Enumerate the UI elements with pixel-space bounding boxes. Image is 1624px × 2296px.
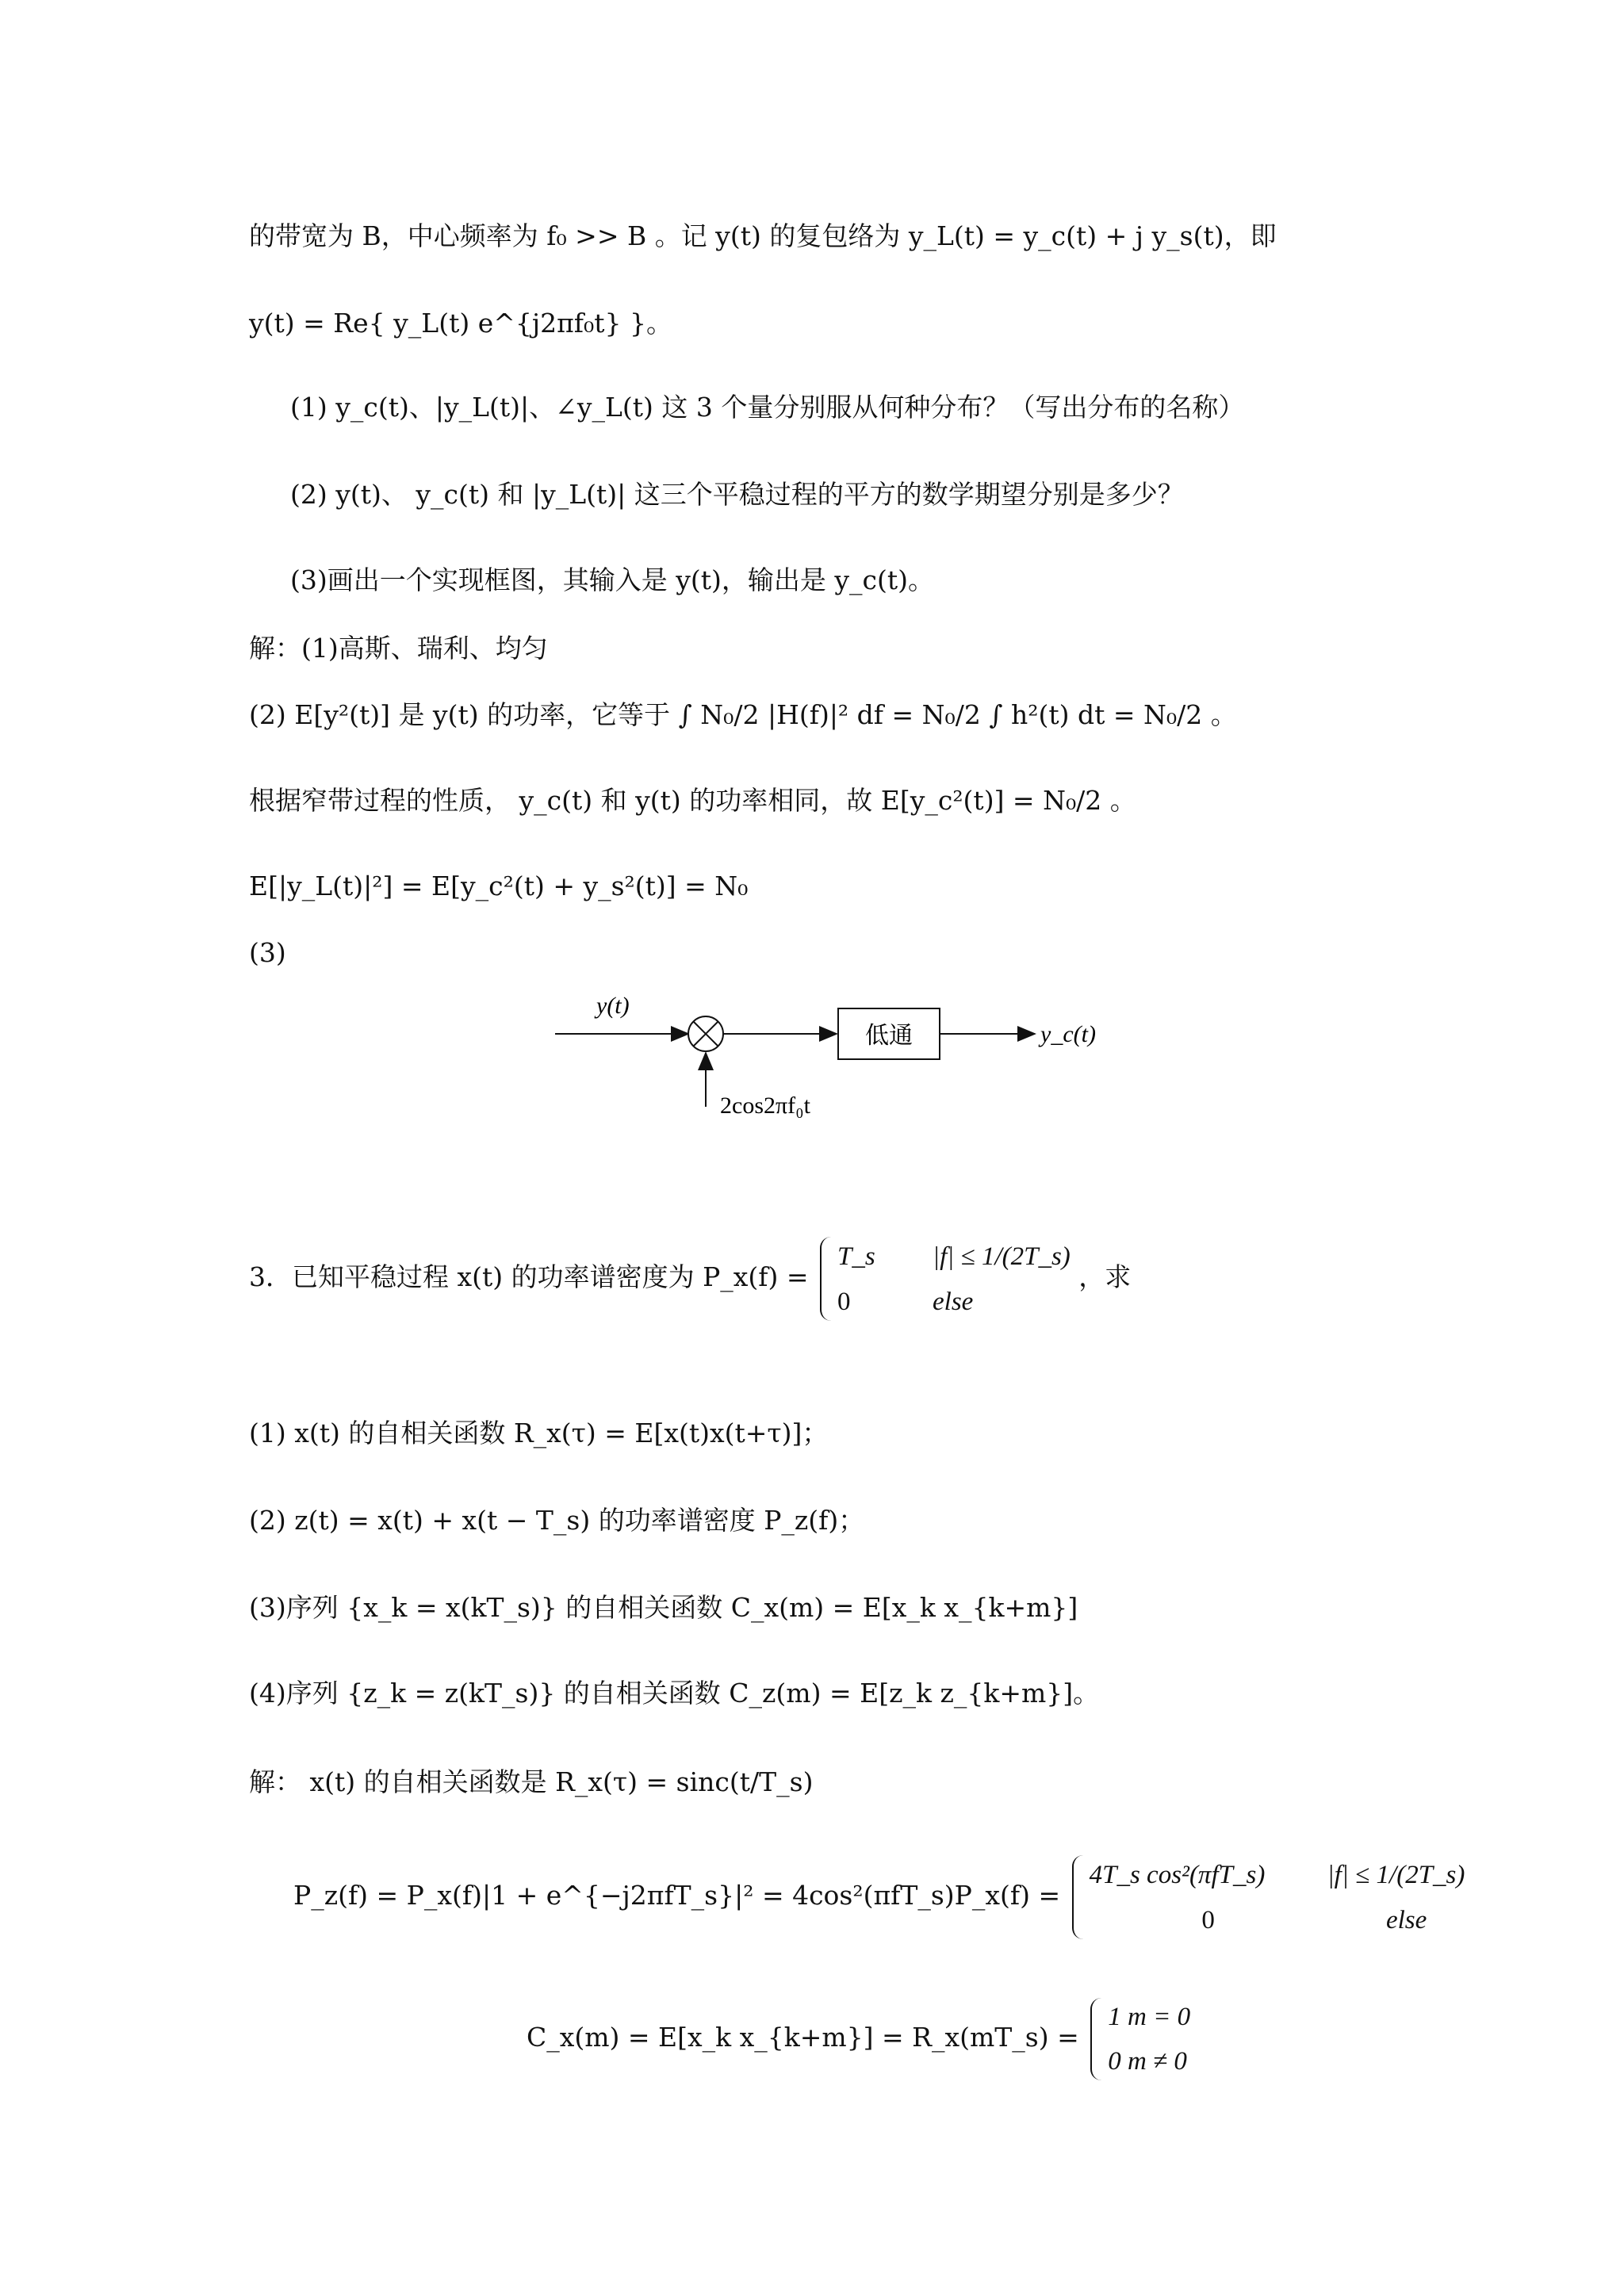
psd-case-2-value: 0 [837,1288,851,1316]
psd-case-1-cond: |f| ≤ 1/(2T_s) [933,1242,1071,1271]
problem-3-suffix: ，求 [1078,1261,1132,1292]
solution-1-answer-1: 解：(1)高斯、瑞利、均匀 [249,633,548,664]
solution-1-answer-2: (2) E[y²(t)] 是 y(t) 的功率，它等于 ∫ N₀/2 |H(f)|² df = N₀/2 ∫ h²(t) dt = N₀/2 。 [249,699,1237,730]
solution-1-answer-3: 根据窄带过程的性质， y_c(t) 和 y(t) 的功率相同，故 E[y_c²(t)] = N₀/2 。 [249,785,1136,816]
block-diagram [547,980,1102,1123]
cx-case-2: 0 m ≠ 0 [1108,2047,1187,2076]
question-3: (3)画出一个实现框图，其输入是 y(t)，输出是 y_c(t)。 [290,564,935,595]
problem-3-statement [249,1234,1131,1324]
problem-3-solution-2 [293,1852,1486,1942]
psd-piecewise [817,1234,1071,1324]
pz-case-2-value: 0 [1201,1906,1215,1934]
cx-piecewise [1087,1995,1190,2084]
problem-3-prefix: 3．已知平稳过程 x(t) 的功率谱密度为 P_x(f) = [249,1261,809,1292]
solution-1-answer-4: E[|y_L(t)|²] = E[y_c²(t) + y_s²(t)] = N₀ [249,871,749,901]
pz-case-2-cond: else [1385,1906,1427,1934]
intro-line-1: 的带宽为 B，中心频率为 f₀ >> B 。记 y(t) 的复包络为 y_L(t) = y_c(t) + j y_s(t)，即 [249,220,1277,251]
problem-3-part-1: (1) x(t) 的自相关函数 R_x(τ) = E[x(t)x(t+τ)]； [249,1418,829,1448]
cx-lhs: C_x(m) = E[x_k x_{k+m}] = R_x(mT_s) = [527,2022,1079,2053]
output-label: y_c(t) [1040,1021,1096,1047]
lowpass-label: 低通 [865,1022,913,1050]
carrier-label: 2cos2πf₀t [720,1093,810,1119]
problem-3-part-3: (3)序列 {x_k = x(kT_s)} 的自相关函数 C_x(m) = E[x_k x_{k+m}] [249,1592,1078,1623]
psd-case-2-cond: else [933,1288,974,1316]
pz-case-1-value: 4T_s cos²(πfT_s) [1089,1861,1266,1889]
problem-3-part-4: (4)序列 {z_k = z(kT_s)} 的自相关函数 C_z(m) = E[z_k z_{k+m}]。 [249,1678,1100,1709]
pz-case-1-cond: |f| ≤ 1/(2T_s) [1327,1861,1465,1889]
pz-lhs: P_z(f) = P_x(f)|1 + e^{−j2πfT_s}|² = 4cos²(πfT_s)P_x(f) = [293,1880,1061,1911]
input-label: y(t) [596,993,630,1019]
cx-case-1: 1 m = 0 [1108,2003,1191,2031]
question-2: (2) y(t)、 y_c(t) 和 |y_L(t)| 这三个平稳过程的平方的数学期望分别是多少？ [290,479,1184,510]
problem-3-part-2: (2) z(t) = x(t) + x(t − T_s) 的功率谱密度 P_z(f)； [249,1505,865,1536]
solution-1-answer-5: (3) [249,937,286,968]
question-1: (1) y_c(t)、|y_L(t)|、∠y_L(t) 这 3 个量分别服从何种分布？（写出分布的名称） [290,392,1245,423]
intro-line-2: y(t) = Re{ y_L(t) e^{j2πf₀t} }。 [249,308,672,339]
problem-3-solution-1: 解： x(t) 的自相关函数是 R_x(τ) = sinc(t/T_s) [249,1766,814,1797]
psd-case-1-value: T_s [837,1242,875,1271]
pz-piecewise [1069,1852,1486,1942]
problem-3-solution-3 [527,1995,1190,2084]
